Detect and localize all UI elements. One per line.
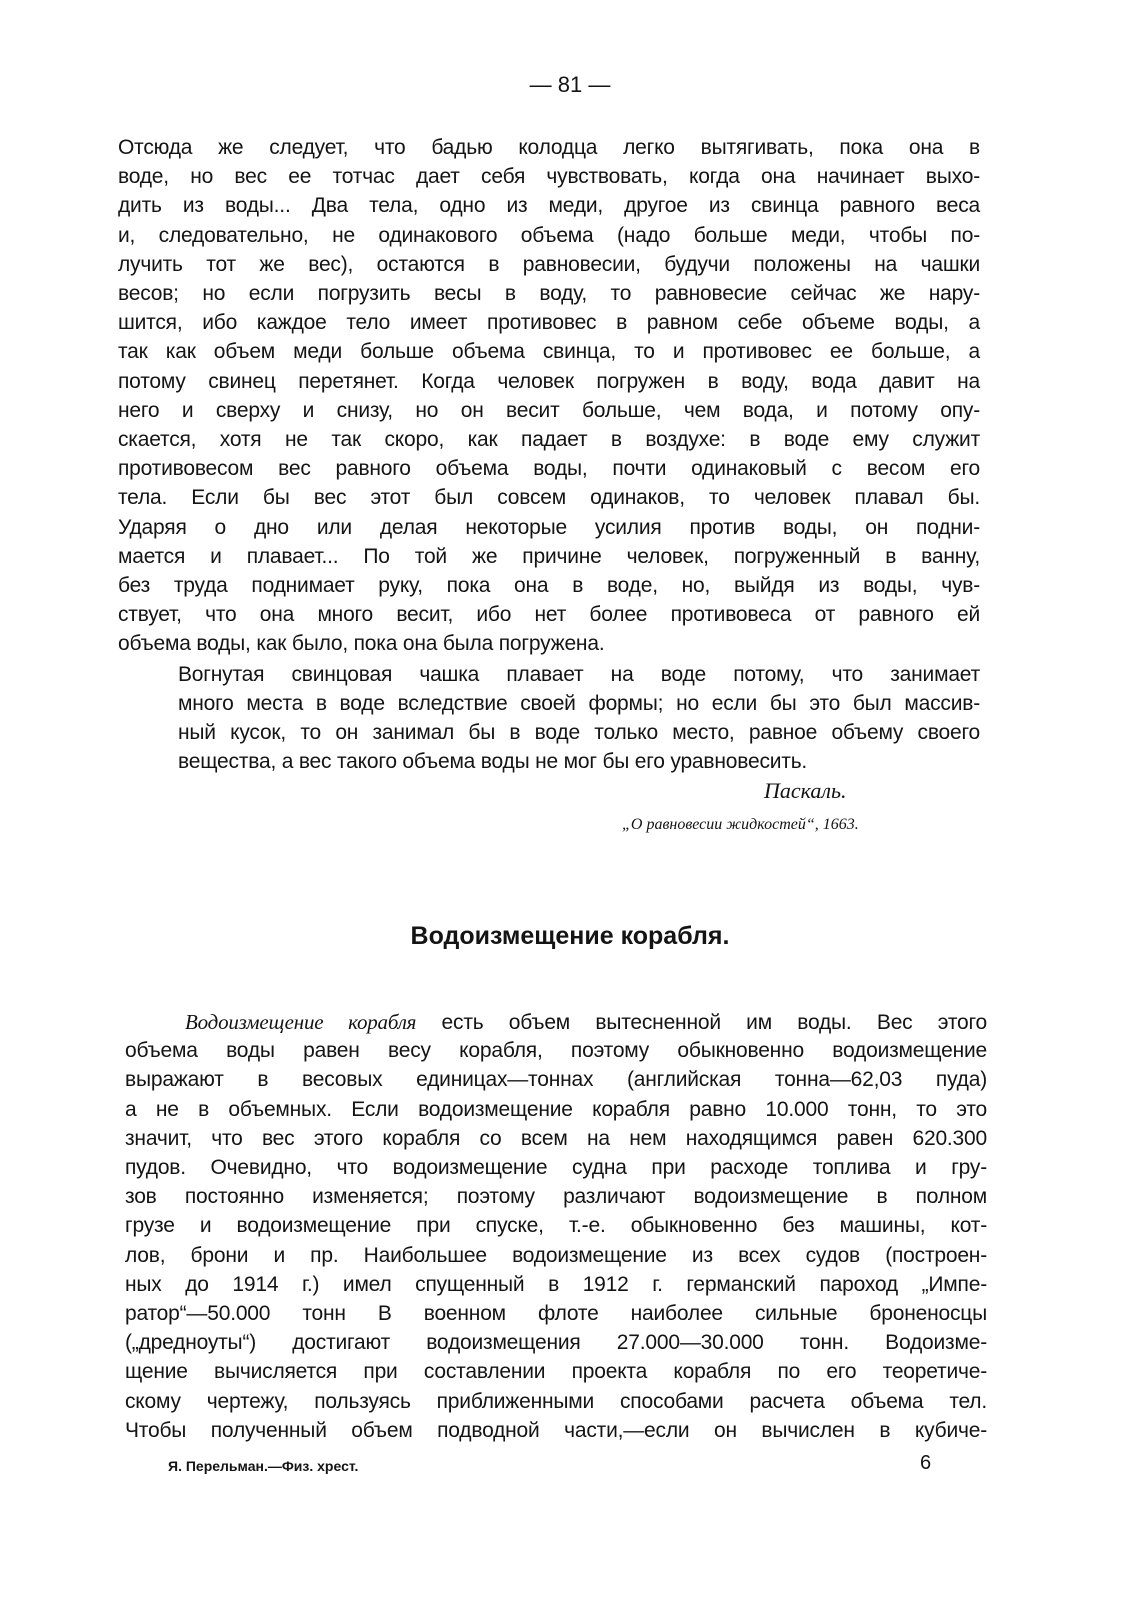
paragraph-line: него и сверху и снизу, но он весит больше, чем вода, и потому опу- — [118, 398, 980, 422]
paragraph-line: грузе и водоизмещение при спуске, т.-е. обыкновенно без машины, кот- — [125, 1214, 987, 1238]
paragraph-line: потому свинец перетянет. Когда человек погружен в воду, вода давит на — [118, 369, 980, 393]
italic-term: Водоизмещение корабля — [185, 1010, 417, 1034]
paragraph-line: Чтобы полученный объем подводной части,—если он вычислен в кубиче- — [125, 1418, 987, 1442]
paragraph-line: мается и плавает... По той же причине человек, погруженный в ванну, — [118, 544, 980, 568]
paragraph-line: Ударяя о дно или делая некоторые усилия против воды, он подни- — [118, 515, 980, 539]
paragraph-line: выражают в весовых единицах—тоннах (английская тонна—62,03 пуда) — [125, 1068, 987, 1092]
paragraph-line: много места в воде вследствие своей формы; но если бы это был массив- — [178, 691, 980, 715]
quote-author: Паскаль. — [764, 778, 847, 803]
paragraph-line: Отсюда же следует, что бадью колодца легко вытягивать, пока она в — [118, 136, 980, 159]
paragraph-line — [125, 1009, 987, 1036]
paragraph-line: а не в объемных. Если водоизмещение корабля равно 10.000 тонн, то это — [125, 1097, 987, 1121]
quote-source: „О равновесии жидкостей“, 1663. — [622, 816, 859, 833]
paragraph-line: скается, хотя не так скоро, как падает в воздухе: в воде ему служит — [118, 428, 980, 451]
paragraph-line: Вогнутая свинцовая чашка плавает на воде потому, что занимает — [178, 662, 980, 686]
paragraph-line: лов, брони и пр. Наибольшее водоизмещение из всех судов (построен- — [125, 1243, 987, 1267]
line-text: есть объем вытесненной им воды. Вес этого — [416, 1011, 987, 1034]
paragraph-line: значит, что вес этого корабля со всем на нем находящимся равен 620.300 — [125, 1126, 987, 1150]
paragraph-line: („дредноуты“) достигают водоизмещения 27.000—30.000 тонн. Водоизме- — [125, 1331, 987, 1355]
paragraph-line: объема воды равен весу корабля, поэтому обыкновенно водоизмещение — [125, 1039, 987, 1063]
paragraph-line: лучить тот же вес), остаются в равновесии, будучи положены на чашки — [118, 252, 980, 276]
paragraph-line: вещества, а вес такого объема воды не мог бы его уравновесить. — [178, 750, 808, 774]
paragraph-line: так как объем меди больше объема свинца, то и противовес ее больше, а — [118, 340, 980, 364]
paragraph-line: объема воды, как было, пока она была погружена. — [118, 632, 605, 656]
section-heading: Водоизмещение корабля. — [410, 922, 730, 950]
paragraph-line: зов постоянно изменяется; поэтому различают водоизмещение в полном — [125, 1185, 987, 1209]
paragraph-line: тела. Если бы вес этот был совсем одинаков, то человек плавал бы. — [118, 486, 980, 510]
paragraph-line: щение вычисляется при составлении проекта корабля по его теоретиче- — [125, 1360, 987, 1384]
paragraph-line: противовесом вес равного объема воды, почти одинаковый с весом его — [118, 457, 980, 481]
paragraph-line: воде, но вес ее тотчас дает себя чувствовать, когда она начинает выхо- — [118, 165, 980, 189]
paragraph-line: ствует, что она много весит, ибо нет более противовеса от равного ей — [118, 603, 980, 627]
paragraph-line: скому чертежу, пользуясь приближенными способами расчета объема тел. — [125, 1389, 987, 1413]
paragraph-line: и, следовательно, не одинакового объема (надо больше меди, чтобы по- — [118, 223, 980, 247]
paragraph-line: ный кусок, то он занимал бы в воде только место, равное объему своего — [178, 721, 980, 744]
paragraph-line: без труда поднимает руку, пока она в воде, но, выйдя из воды, чув- — [118, 574, 980, 597]
footer-signature: Я. Перельман.—Физ. хрест. — [168, 1458, 359, 1474]
paragraph-line: пудов. Очевидно, что водоизмещение судна при расходе топлива и гру- — [125, 1156, 987, 1179]
page-number: — 81 — — [529, 72, 611, 97]
paragraph-line: дить из воды... Два тела, одно из меди, другое из свинца равного веса — [118, 194, 980, 218]
paragraph-line: шится, ибо каждое тело имеет противовес в равном себе объеме воды, а — [118, 311, 980, 335]
sheet-number: 6 — [920, 1452, 932, 1474]
paragraph-line: весов; но если погрузить весы в воду, то равновесие сейчас же нару- — [118, 282, 980, 305]
paragraph-line: ных до 1914 г.) имел спущенный в 1912 г. германский пароход „Импе- — [125, 1272, 987, 1296]
paragraph-line: ратор“—50.000 тонн В военном флоте наиболее сильные броненосцы — [125, 1302, 987, 1325]
